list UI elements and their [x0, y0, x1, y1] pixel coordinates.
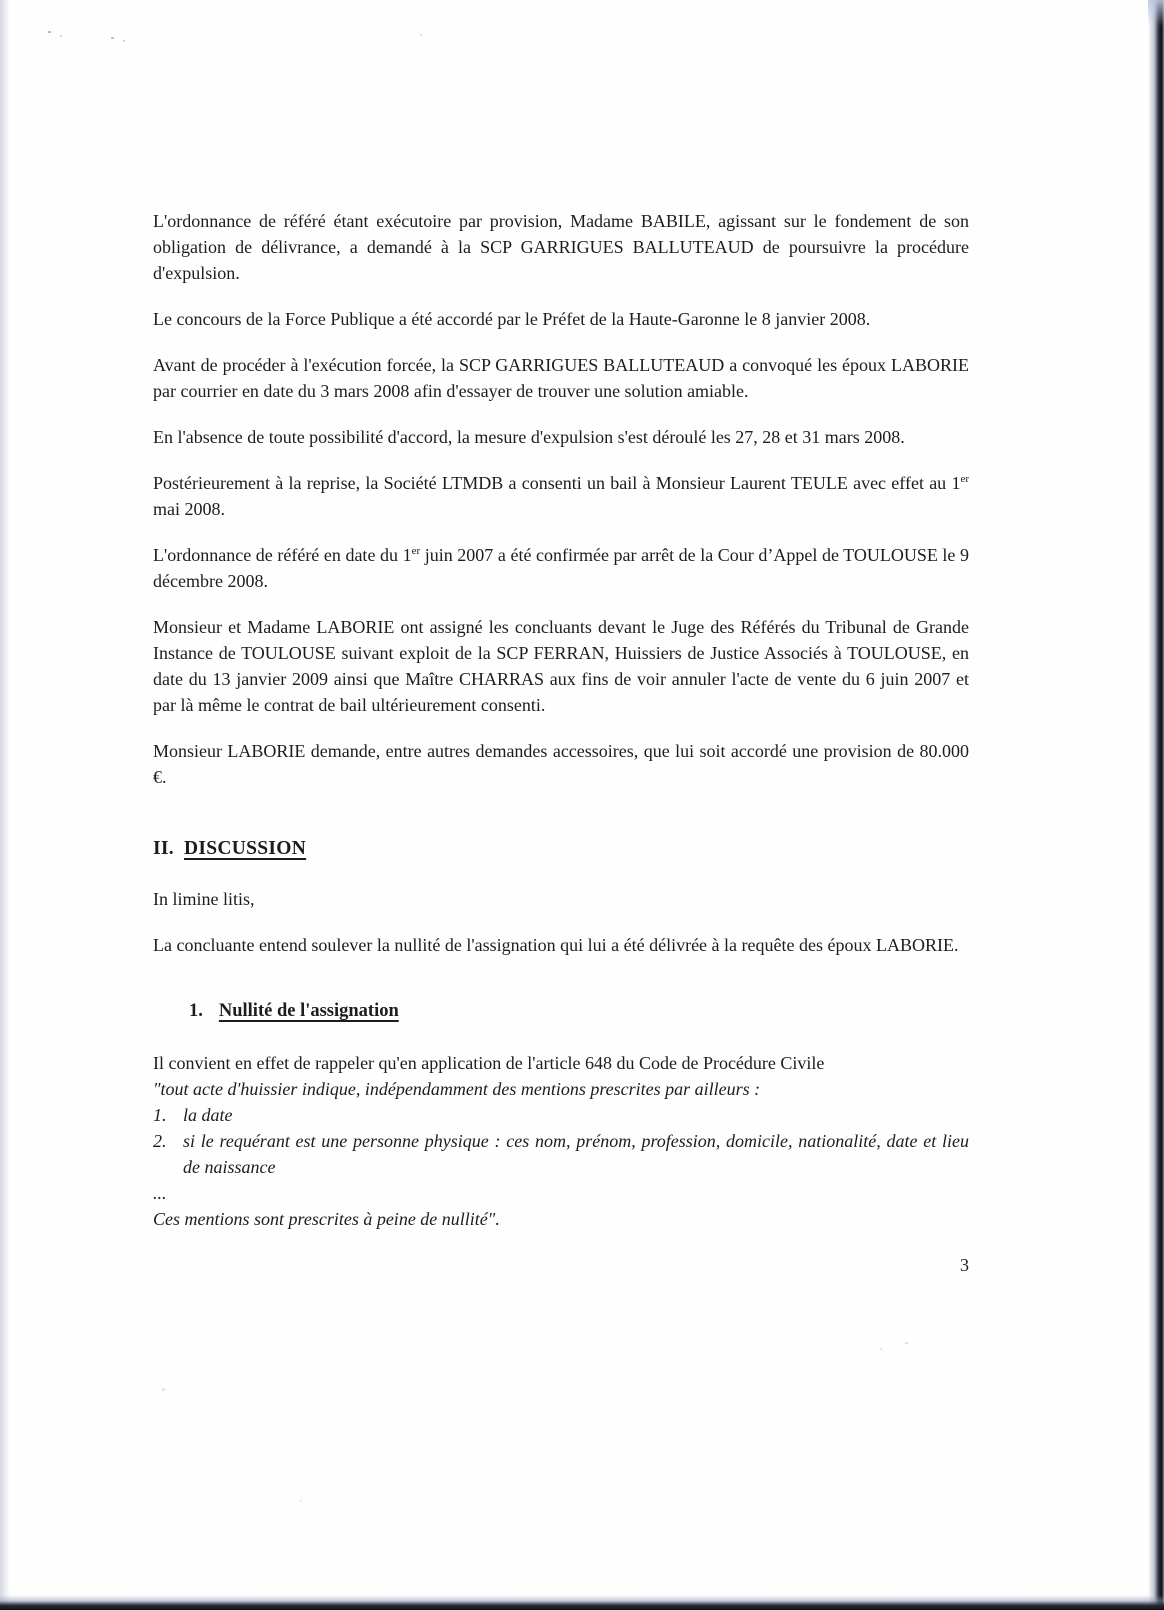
heading-nullite-assignation [189, 998, 969, 1024]
scan-edge-corner [1148, 0, 1164, 26]
scan-speck [905, 1342, 908, 1344]
paragraph-assignation-laborie: Monsieur et Madame LABORIE ont assigné les concluants devant le Juge des Référés du Tribunal de Grande Instance de TOULOUSE suivant exploit de la SCP FERRAN, Huissiers de Justice Associés à TOULOUSE, en date du 13 janvier 2009 ainsi que Maître CHARRAS aux fins de voir annuler l'acte de vente du 6 juin 2007 et par là même le contrat de bail ultérieurement consenti. [153, 617, 969, 715]
scan-edge-bottom [0, 1595, 1164, 1610]
list-item-text: si le requérant est une personne physique : ces nom, prénom, profession, domicile, nationalité, date et lieu de naissance [183, 1131, 969, 1177]
paragraph-text: Postérieurement à la reprise, la Société LTMDB a consenti un bail à Monsieur Laurent TEULE avec effet au 1 [153, 473, 961, 493]
scan-speck [300, 1500, 302, 1502]
heading-discussion [153, 836, 969, 862]
heading-title: Nullité de l'assignation [218, 1001, 399, 1021]
quote-article-648-open: "tout acte d'huissier indique, indépendamment des mentions prescrites par ailleurs : [153, 1079, 761, 1099]
paragraph-ordonnance-provision: L'ordonnance de référé étant exécutoire par provision, Madame BABILE, agissant sur le fondement de son obligation de délivrance, a demandé à la SCP GARRIGUES BALLUTEAUD de poursuivre la procédure d'expulsion. [153, 211, 969, 283]
scan-speck [123, 40, 125, 42]
scan-speck [111, 37, 114, 39]
quote-list-item-date [153, 1102, 969, 1128]
scan-speck [60, 35, 62, 37]
paragraph-mesure-expulsion: En l'absence de toute possibilité d'accord, la mesure d'expulsion s'est déroulé les 27, 28 et 31 mars 2008. [153, 427, 905, 447]
quote-article-648-close: Ces mentions sont prescrites à peine de nullité". [153, 1209, 500, 1229]
list-item-number: 1. [153, 1105, 167, 1125]
scan-edge-right [1148, 0, 1164, 1610]
list-item-text: la date [183, 1105, 233, 1125]
paragraph-execution-forcee: Avant de procéder à l'exécution forcée, la SCP GARRIGUES BALLUTEAUD a convoqué les époux LABORIE par courrier en date du 3 mars 2008 afin d'essayer de trouver une solution amiable. [153, 355, 969, 401]
list-item-number: 2. [153, 1131, 167, 1151]
paragraph-text: mai 2008. [153, 499, 225, 519]
paragraph-bail-teule [153, 470, 969, 522]
paragraph-ordonnance-confirmee [153, 542, 969, 594]
paragraph-nullite-soulevee: La concluante entend soulever la nullité de l'assignation qui lui a été délivrée à la requête des époux LABORIE. [153, 935, 959, 955]
scan-speck [880, 1348, 882, 1350]
paragraph-text: L'ordonnance de référé en date du 1 [153, 545, 412, 565]
paragraph-article-648-intro: Il convient en effet de rappeler qu'en application de l'article 648 du Code de Procédure Civile [153, 1053, 825, 1073]
superscript-er: er [411, 545, 421, 557]
page-number: 3 [960, 1255, 969, 1275]
paragraph-force-publique: Le concours de la Force Publique a été accordé par le Préfet de la Haute-Garonne le 8 janvier 2008. [153, 309, 871, 329]
paragraph-in-limine-litis: In limine litis, [153, 889, 255, 909]
scan-edge-left [0, 0, 10, 1610]
quote-ellipsis: ... [153, 1183, 167, 1203]
scan-speck [162, 1388, 165, 1391]
heading-title: DISCUSSION [183, 838, 307, 859]
paragraph-provision-80000: Monsieur LABORIE demande, entre autres demandes accessoires, que lui soit accordé une provision de 80.000 €. [153, 741, 969, 787]
scan-speck [420, 34, 422, 36]
quote-list-item-personne-physique [153, 1128, 969, 1180]
superscript-er: er [960, 473, 969, 485]
scan-speck [48, 31, 51, 33]
heading-number: 1. [189, 1001, 203, 1021]
heading-numeral: II. [153, 838, 174, 859]
paragraph-text: juin 2007 a été confirmée par arrêt de la Cour d’Appel de TOULOUSE le 9 décembre 2008. [153, 545, 969, 591]
document-body [153, 208, 969, 1278]
